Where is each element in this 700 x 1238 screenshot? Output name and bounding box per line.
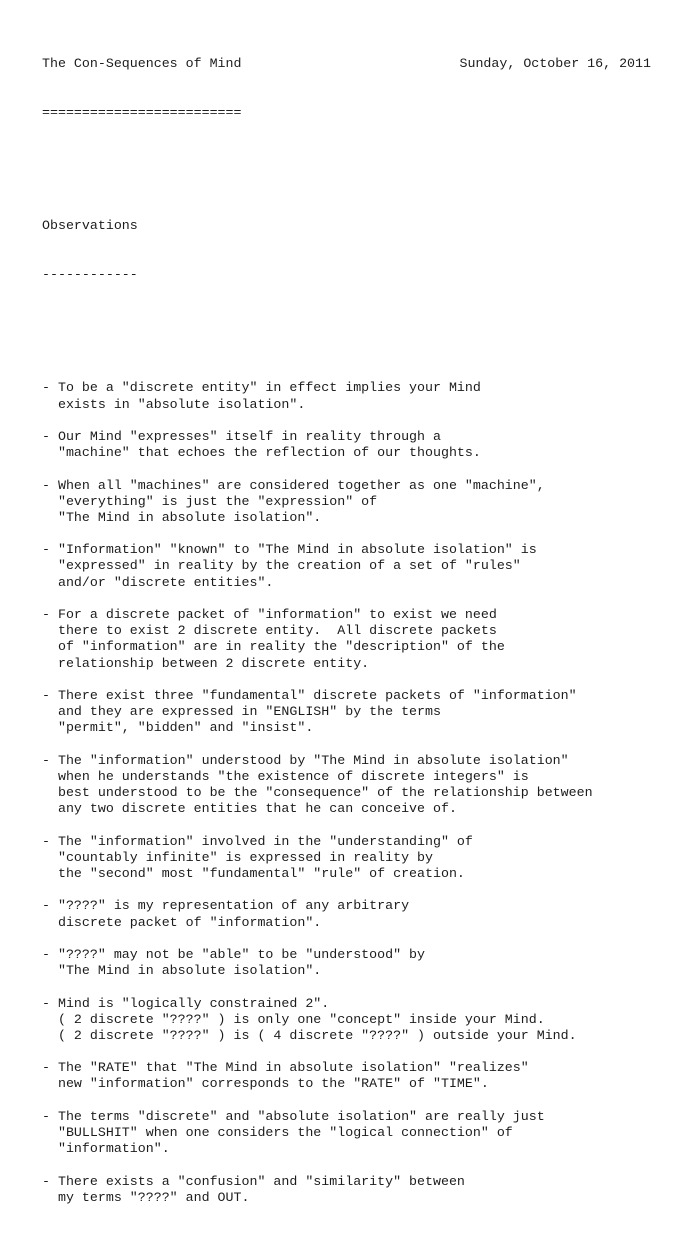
section-heading: Observations (42, 218, 138, 234)
observation-line: discrete packet of "information". (42, 914, 322, 930)
observation-line: relationship between 2 discrete entity. (42, 655, 370, 671)
observation-line: when he understands "the existence of discrete integers" is (42, 768, 529, 784)
observation-line: - The "information" understood by "The Mind in absolute isolation" (42, 752, 569, 768)
observation-line: my terms "????" and OUT. (42, 1189, 250, 1205)
observation-item (42, 542, 662, 591)
observation-item (42, 1109, 662, 1158)
observation-line: - When all "machines" are considered together as one "machine", (42, 477, 545, 493)
document-date: Sunday, October 16, 2011 (459, 56, 651, 72)
observation-line: best understood to be the "consequence" of the relationship between (42, 785, 593, 801)
observation-line: exists in "absolute isolation". (42, 396, 306, 412)
spacer (42, 154, 662, 170)
observation-list (42, 380, 662, 1206)
observation-line: - "Information" "known" to "The Mind in absolute isolation" is (42, 542, 537, 558)
observation-line: - There exists a "confusion" and "similarity" between (42, 1173, 465, 1189)
observation-line: new "information" corresponds to the "RATE" of "TIME". (42, 1076, 489, 1092)
observation-item (42, 429, 662, 461)
observation-line: "machine" that echoes the reflection of our thoughts. (42, 445, 481, 461)
observation-line: any two discrete entities that he can conceive of. (42, 801, 457, 817)
observation-item (42, 898, 662, 930)
section-underline: ------------ (42, 267, 138, 282)
observation-line: - "????" may not be "able" to be "understood" by (42, 946, 426, 962)
observation-line: - Mind is "logically constrained 2". (42, 995, 330, 1011)
observation-item (42, 688, 662, 737)
observation-line: - "????" is my representation of any arbitrary (42, 898, 410, 914)
observation-line: of "information" are in reality the "description" of the (42, 639, 505, 655)
observation-line: "expressed" in reality by the creation of a set of "rules" (42, 558, 521, 574)
observation-line: - The "information" involved in the "understanding" of (42, 833, 473, 849)
observation-item (42, 478, 662, 527)
observation-line: and they are expressed in "ENGLISH" by the terms (42, 704, 441, 720)
observation-line: "BULLSHIT" when one considers the "logical connection" of (42, 1125, 513, 1141)
observation-item (42, 996, 662, 1045)
document-header (42, 56, 651, 72)
observation-line: and/or "discrete entities". (42, 574, 274, 590)
document-title: The Con-Sequences of Mind (42, 56, 242, 72)
observation-line: - Our Mind "expresses" itself in reality through a (42, 428, 441, 444)
title-underline: ========================= (42, 105, 242, 121)
observation-item (42, 947, 662, 979)
observation-item (42, 834, 662, 883)
observation-line: "permit", "bidden" and "insist". (42, 720, 314, 736)
observation-item (42, 753, 662, 818)
observation-line: ( 2 discrete "????" ) is ( 4 discrete "????" ) outside your Mind. (42, 1027, 577, 1043)
observation-item (42, 607, 662, 672)
observation-line: "information". (42, 1141, 170, 1157)
observation-line: ( 2 discrete "????" ) is only one "concept" inside your Mind. (42, 1011, 545, 1027)
observation-item (42, 380, 662, 412)
observation-line: - For a discrete packet of "information" to exist we need (42, 607, 497, 623)
observation-line: there to exist 2 discrete entity. All discrete packets (42, 623, 497, 639)
observation-line: "everything" is just the "expression" of (42, 493, 378, 509)
observation-line: - The "RATE" that "The Mind in absolute isolation" "realizes" (42, 1060, 529, 1076)
observation-line: - To be a "discrete entity" in effect implies your Mind (42, 380, 481, 396)
observation-line: "The Mind in absolute isolation". (42, 963, 322, 979)
observation-line: "countably infinite" is expressed in reality by (42, 849, 433, 865)
spacer (42, 316, 662, 332)
observation-item (42, 1060, 662, 1092)
document (42, 24, 662, 1238)
observation-line: - The terms "discrete" and "absolute isolation" are really just (42, 1108, 545, 1124)
observation-line: the "second" most "fundamental" "rule" of creation. (42, 866, 465, 882)
observation-item (42, 1174, 662, 1206)
observation-line: "The Mind in absolute isolation". (42, 509, 322, 525)
observation-line: - There exist three "fundamental" discrete packets of "information" (42, 687, 577, 703)
